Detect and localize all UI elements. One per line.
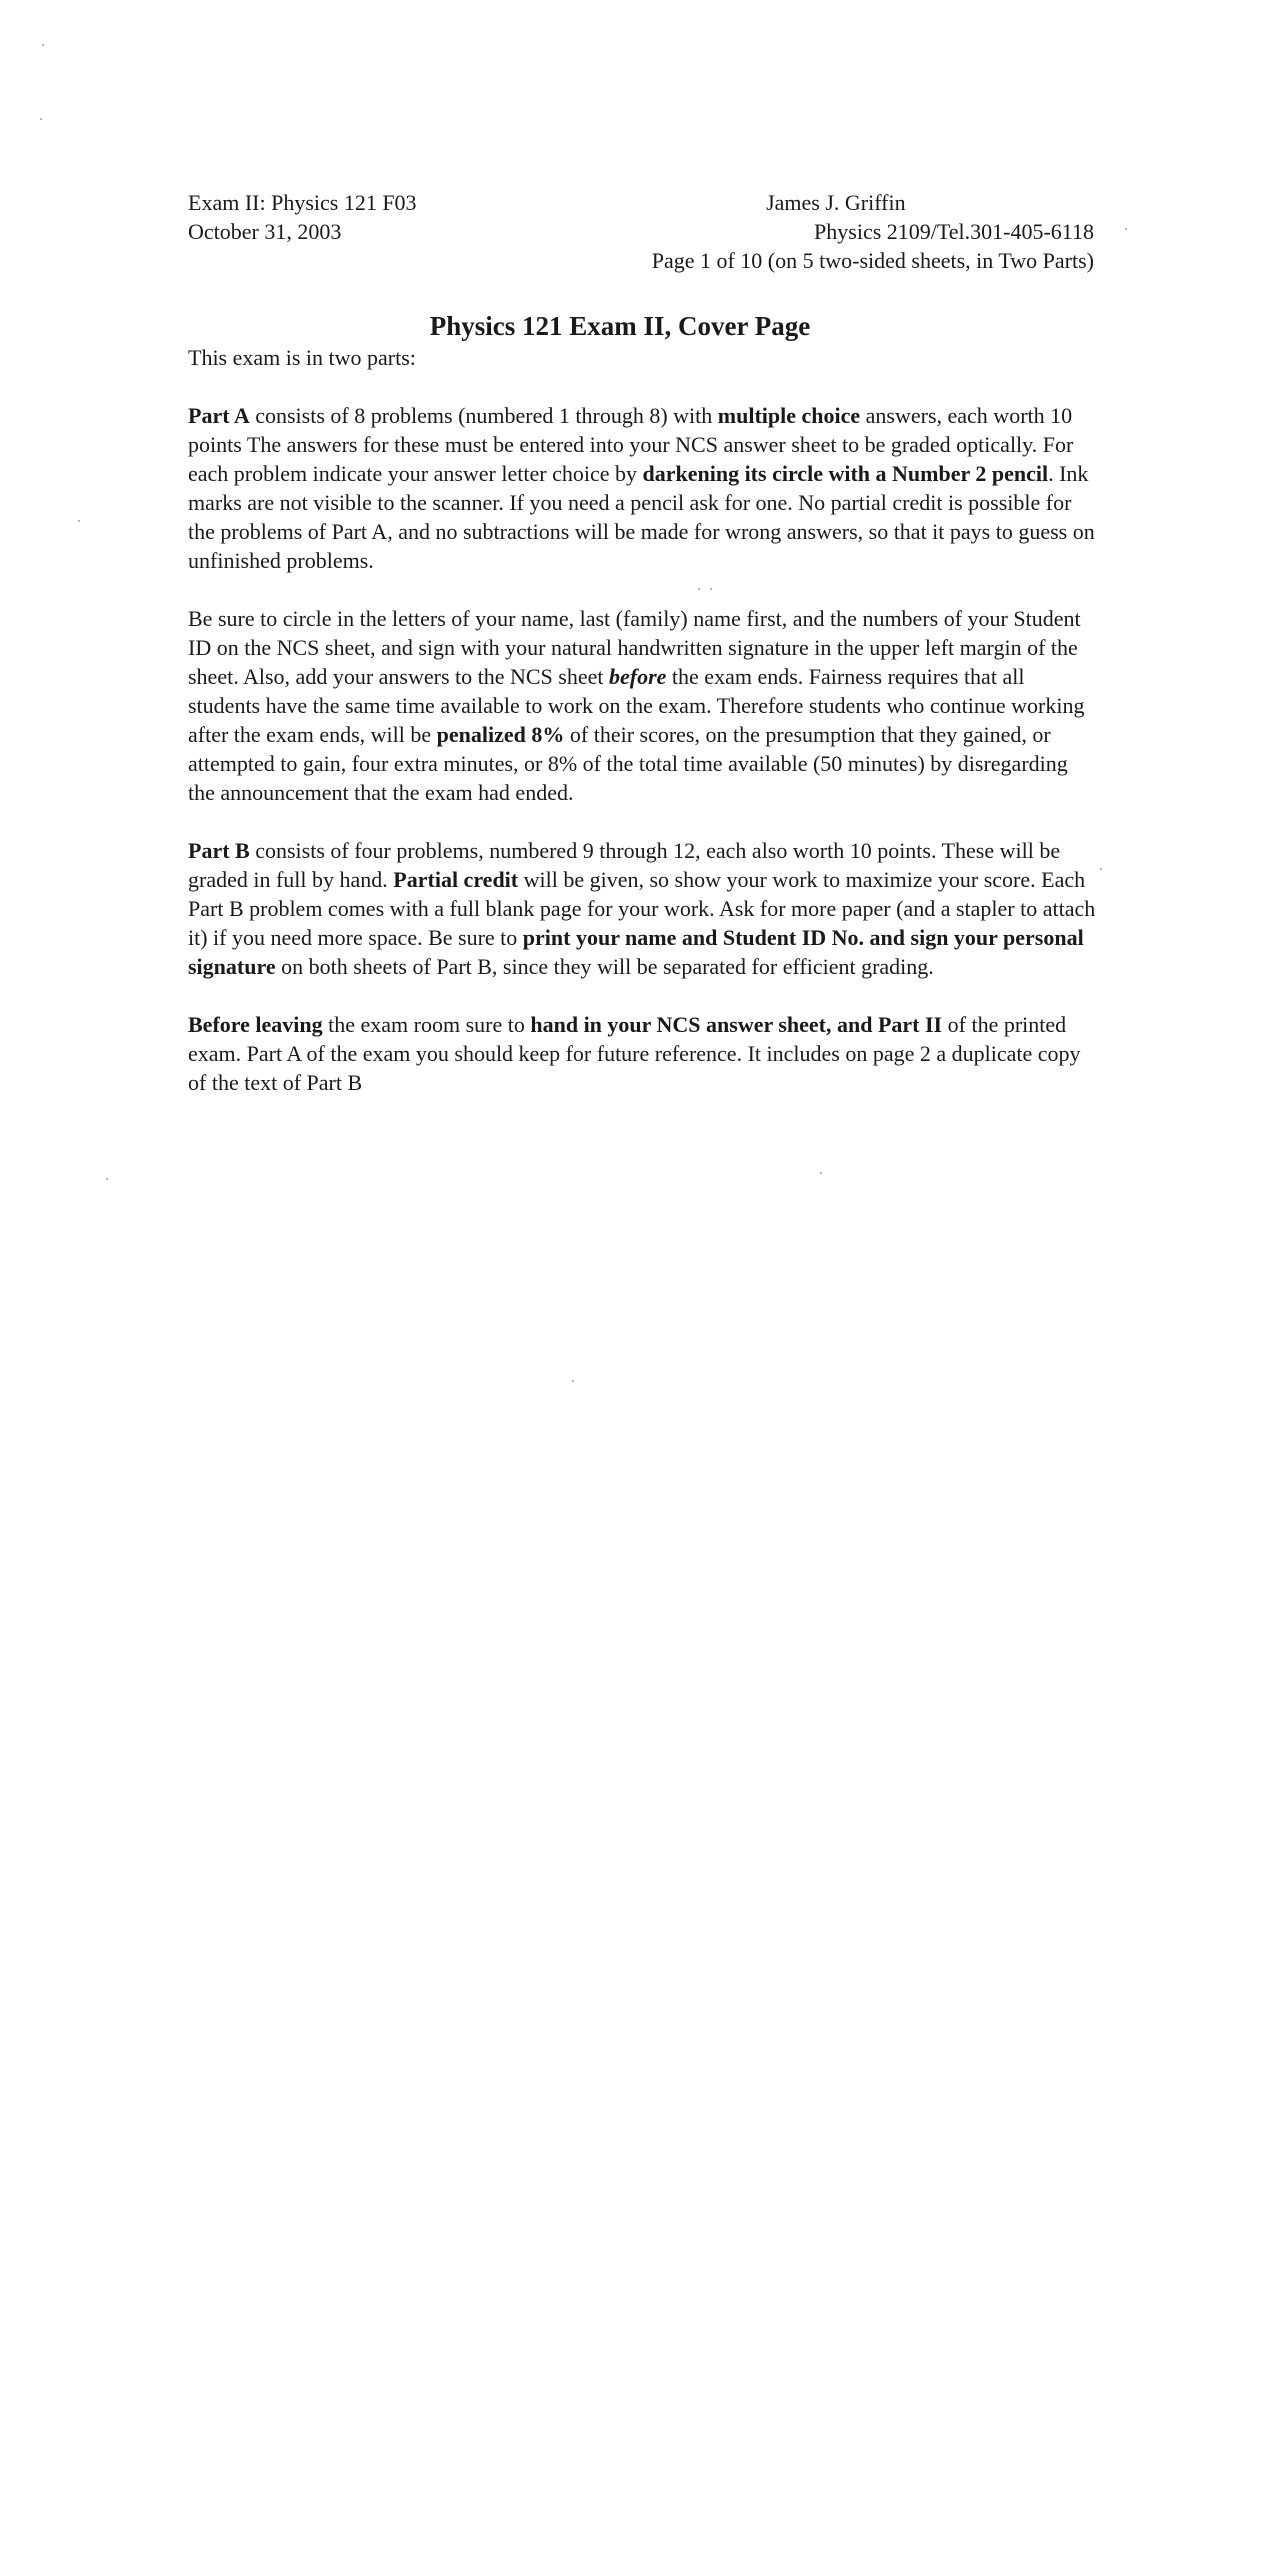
scan-speck bbox=[40, 118, 42, 120]
part-a-lead: Part A bbox=[188, 403, 250, 428]
leaving-bold: hand in your NCS answer sheet, and Part II bbox=[530, 1012, 943, 1037]
leaving-text-1: the exam room sure to bbox=[322, 1012, 531, 1037]
part-b-text-1: consists of four problems, numbered 9 through 12, each also worth 10 points. These will be graded in full by hand. bbox=[188, 838, 1061, 892]
part-b-paragraph bbox=[188, 836, 1100, 981]
part-a-bold-2: darkening its circle with a Number 2 pencil bbox=[642, 461, 1049, 486]
part-b-bold-2: print your name and Student ID No. and sign your personal signature bbox=[188, 925, 1084, 979]
header-right bbox=[652, 188, 1094, 275]
part-b-lead: Part B bbox=[188, 838, 250, 863]
scan-speck bbox=[106, 1178, 108, 1180]
leaving-paragraph bbox=[188, 1010, 1100, 1097]
scan-speck bbox=[572, 1380, 574, 1382]
exam-course-label: Exam II: Physics 121 F03 bbox=[188, 190, 417, 215]
part-a-bold-1: multiple choice bbox=[717, 403, 861, 428]
leaving-lead: Before leaving bbox=[188, 1012, 323, 1037]
exam-date: October 31, 2003 bbox=[188, 219, 342, 244]
exam-instructions bbox=[188, 343, 1100, 1126]
leaving-text-2: of the printed exam. Part A of the exam you should keep for future reference. It includes on page 2 a duplicate copy of the text of Part B bbox=[188, 1012, 1081, 1095]
scan-speck bbox=[78, 520, 80, 522]
instructions-paragraph bbox=[188, 604, 1100, 807]
scan-speck bbox=[42, 44, 44, 46]
instructions-bold: penalized 8% bbox=[436, 722, 565, 747]
part-b-bold-1: Partial credit bbox=[393, 867, 519, 892]
instructor-name: James J. Griffin bbox=[766, 190, 906, 215]
instructions-text-2: the exam ends. Fairness requires that all students have the same time available to work on the exam. Therefore students who continue working after the exam ends, will be bbox=[188, 664, 1085, 747]
part-b-text-3: on both sheets of Part B, since they will be separated for efficient grading. bbox=[275, 954, 934, 979]
page-indicator: Page 1 of 10 (on 5 two-sided sheets, in Two Parts) bbox=[651, 248, 1094, 273]
scan-speck bbox=[710, 588, 712, 590]
part-b-text-2: will be given, so show your work to maximize your score. Each Part B problem comes with a full blank page for your work. Ask for more paper (and a stapler to attach it) if you need more space. Be sure to bbox=[188, 867, 1096, 950]
instructions-text-1: Be sure to circle in the letters of your name, last (family) name first, and the numbers of your Student ID on the NCS sheet, and sign with your natural handwritten signature in the upper left margin of the sheet. Also, add your answers to the NCS sheet bbox=[188, 606, 1081, 689]
header-left bbox=[188, 188, 417, 246]
instructor-contact: Physics 2109/Tel.301-405-6118 bbox=[814, 219, 1094, 244]
part-a-text-1: consists of 8 problems (numbered 1 through 8) with bbox=[249, 403, 718, 428]
scan-speck bbox=[1125, 228, 1127, 230]
part-a-text-2: answers, each worth 10 points The answers for these must be entered into your NCS answer sheet to be graded optically. For each problem indicate your answer letter choice by bbox=[188, 403, 1074, 486]
instructions-emphasis: before bbox=[609, 664, 667, 689]
part-a-paragraph bbox=[188, 401, 1100, 575]
page-title: Physics 121 Exam II, Cover Page bbox=[429, 311, 811, 341]
scan-speck bbox=[820, 1172, 822, 1174]
scan-speck bbox=[698, 588, 700, 590]
intro-paragraph: This exam is in two parts: bbox=[188, 345, 416, 370]
scan-speck bbox=[1100, 868, 1102, 870]
part-a-text-3: . Ink marks are not visible to the scanner. If you need a pencil ask for one. No partial credit is possible for the problems of Part A, and no subtractions will be made for wrong answers, so that it pays to guess on unfinished problems. bbox=[188, 461, 1095, 573]
instructions-text-3: of their scores, on the presumption that they gained, or attempted to gain, four extra minutes, or 8% of the total time available (50 minutes) by disregarding the announcement that the exam had ended. bbox=[188, 722, 1068, 805]
